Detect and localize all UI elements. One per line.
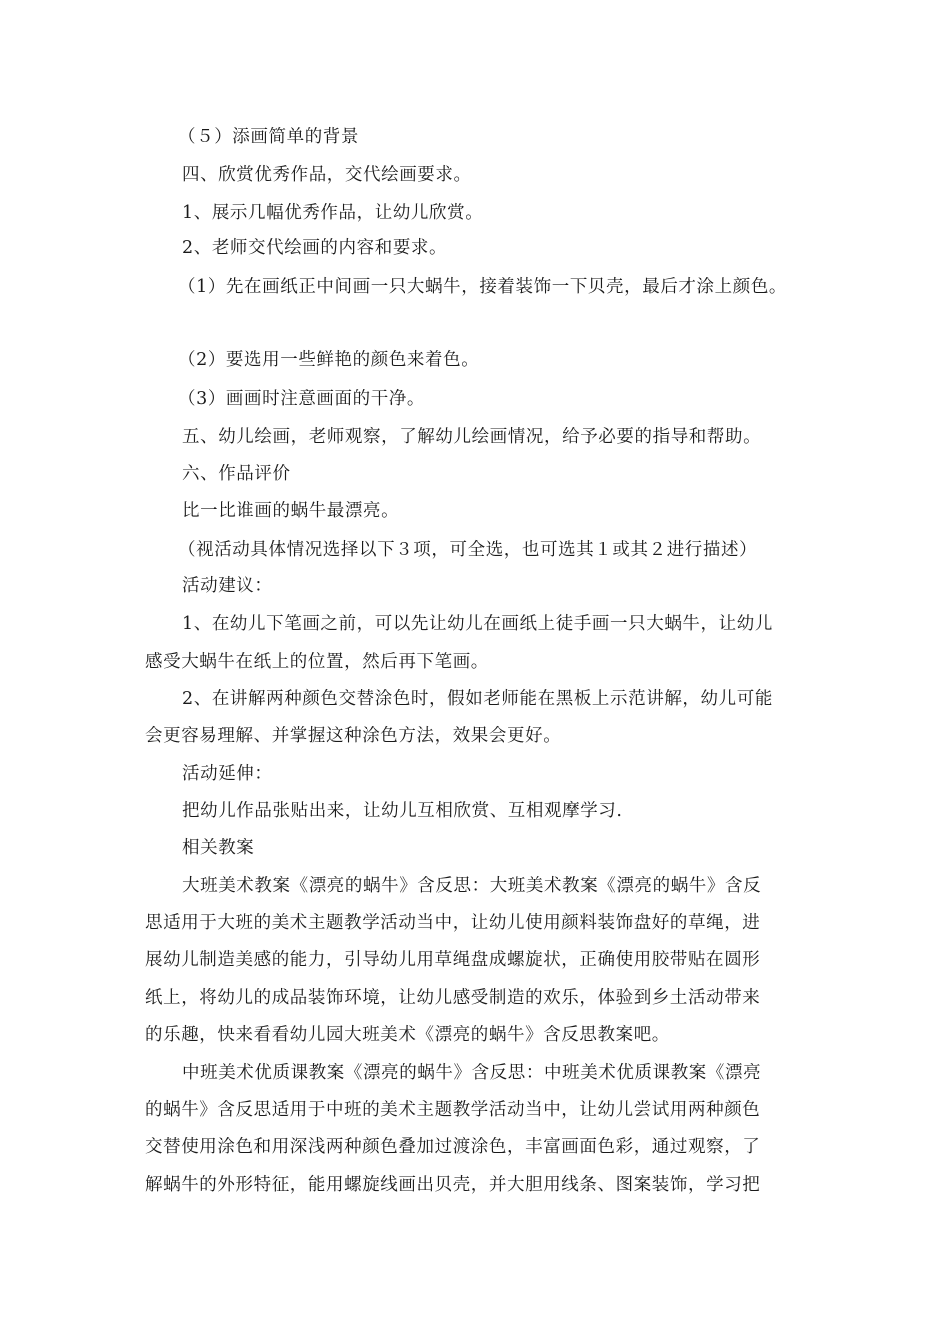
text-line: 2、在讲解两种颜色交替涂色时，假如老师能在黑板上示范讲解，幼儿可能 [182, 689, 773, 709]
text-line: 2、老师交代绘画的内容和要求。 [182, 238, 448, 258]
text-line: 的乐趣，快来看看幼儿园大班美术《漂亮的蜗牛》含反思教案吧。 [145, 1025, 670, 1045]
text-line: 会更容易理解、并掌握这种涂色方法，效果会更好。 [145, 726, 562, 746]
text-line: 大班美术教案《漂亮的蜗牛》含反思：大班美术教案《漂亮的蜗牛》含反 [182, 876, 762, 896]
section-heading: 五、幼儿绘画，老师观察，了解幼儿绘画情况，给予必要的指导和帮助。 [182, 427, 762, 447]
text-line: 1、展示几幅优秀作品，让幼儿欣赏。 [182, 203, 484, 223]
text-line: （3）画画时注意画面的干净。 [178, 389, 426, 409]
text-line: 纸上，将幼儿的成品装饰环境，让幼儿感受制造的欢乐，体验到乡土活动带来 [145, 988, 761, 1008]
text-line: 思适用于大班的美术主题教学活动当中，让幼儿使用颜料装饰盘好的草绳，进 [145, 913, 761, 933]
section-heading: 六、作品评价 [182, 464, 291, 484]
text-line: 把幼儿作品张贴出来，让幼儿互相欣赏、互相观摩学习. [182, 801, 623, 821]
text-line: （视活动具体情况选择以下３项，可全选，也可选其１或其２进行描述） [178, 540, 758, 560]
section-heading: 活动延伸： [182, 764, 273, 784]
section-heading: 四、欣赏优秀作品，交代绘画要求。 [182, 165, 472, 185]
section-heading: 活动建议： [182, 576, 273, 596]
text-line: 感受大蜗牛在纸上的位置，然后再下笔画。 [145, 652, 489, 672]
text-line: 交替使用涂色和用深浅两种颜色叠加过渡涂色，丰富画面色彩，通过观察，了 [145, 1137, 761, 1157]
text-line: （５）添画简单的背景 [178, 127, 359, 147]
text-line: 中班美术优质课教案《漂亮的蜗牛》含反思：中班美术优质课教案《漂亮 [182, 1063, 762, 1083]
text-line: （2）要选用一些鲜艳的颜色来着色。 [178, 350, 480, 370]
text-line: 1、在幼儿下笔画之前，可以先让幼儿在画纸上徒手画一只大蜗牛，让幼儿 [182, 614, 773, 634]
text-line: 解蜗牛的外形特征，能用螺旋线画出贝壳，并大胆用线条、图案装饰，学习把 [145, 1175, 761, 1195]
text-line: 的蜗牛》含反思适用于中班的美术主题教学活动当中，让幼儿尝试用两种颜色 [145, 1100, 761, 1120]
text-line: 展幼儿制造美感的能力，引导幼儿用草绳盘成螺旋状，正确使用胶带贴在圆形 [145, 950, 761, 970]
text-line: 比一比谁画的蜗牛最漂亮。 [182, 501, 400, 521]
section-heading: 相关教案 [182, 838, 255, 858]
text-line: （1）先在画纸正中间画一只大蜗牛，接着装饰一下贝壳，最后才涂上颜色。 [178, 277, 788, 297]
